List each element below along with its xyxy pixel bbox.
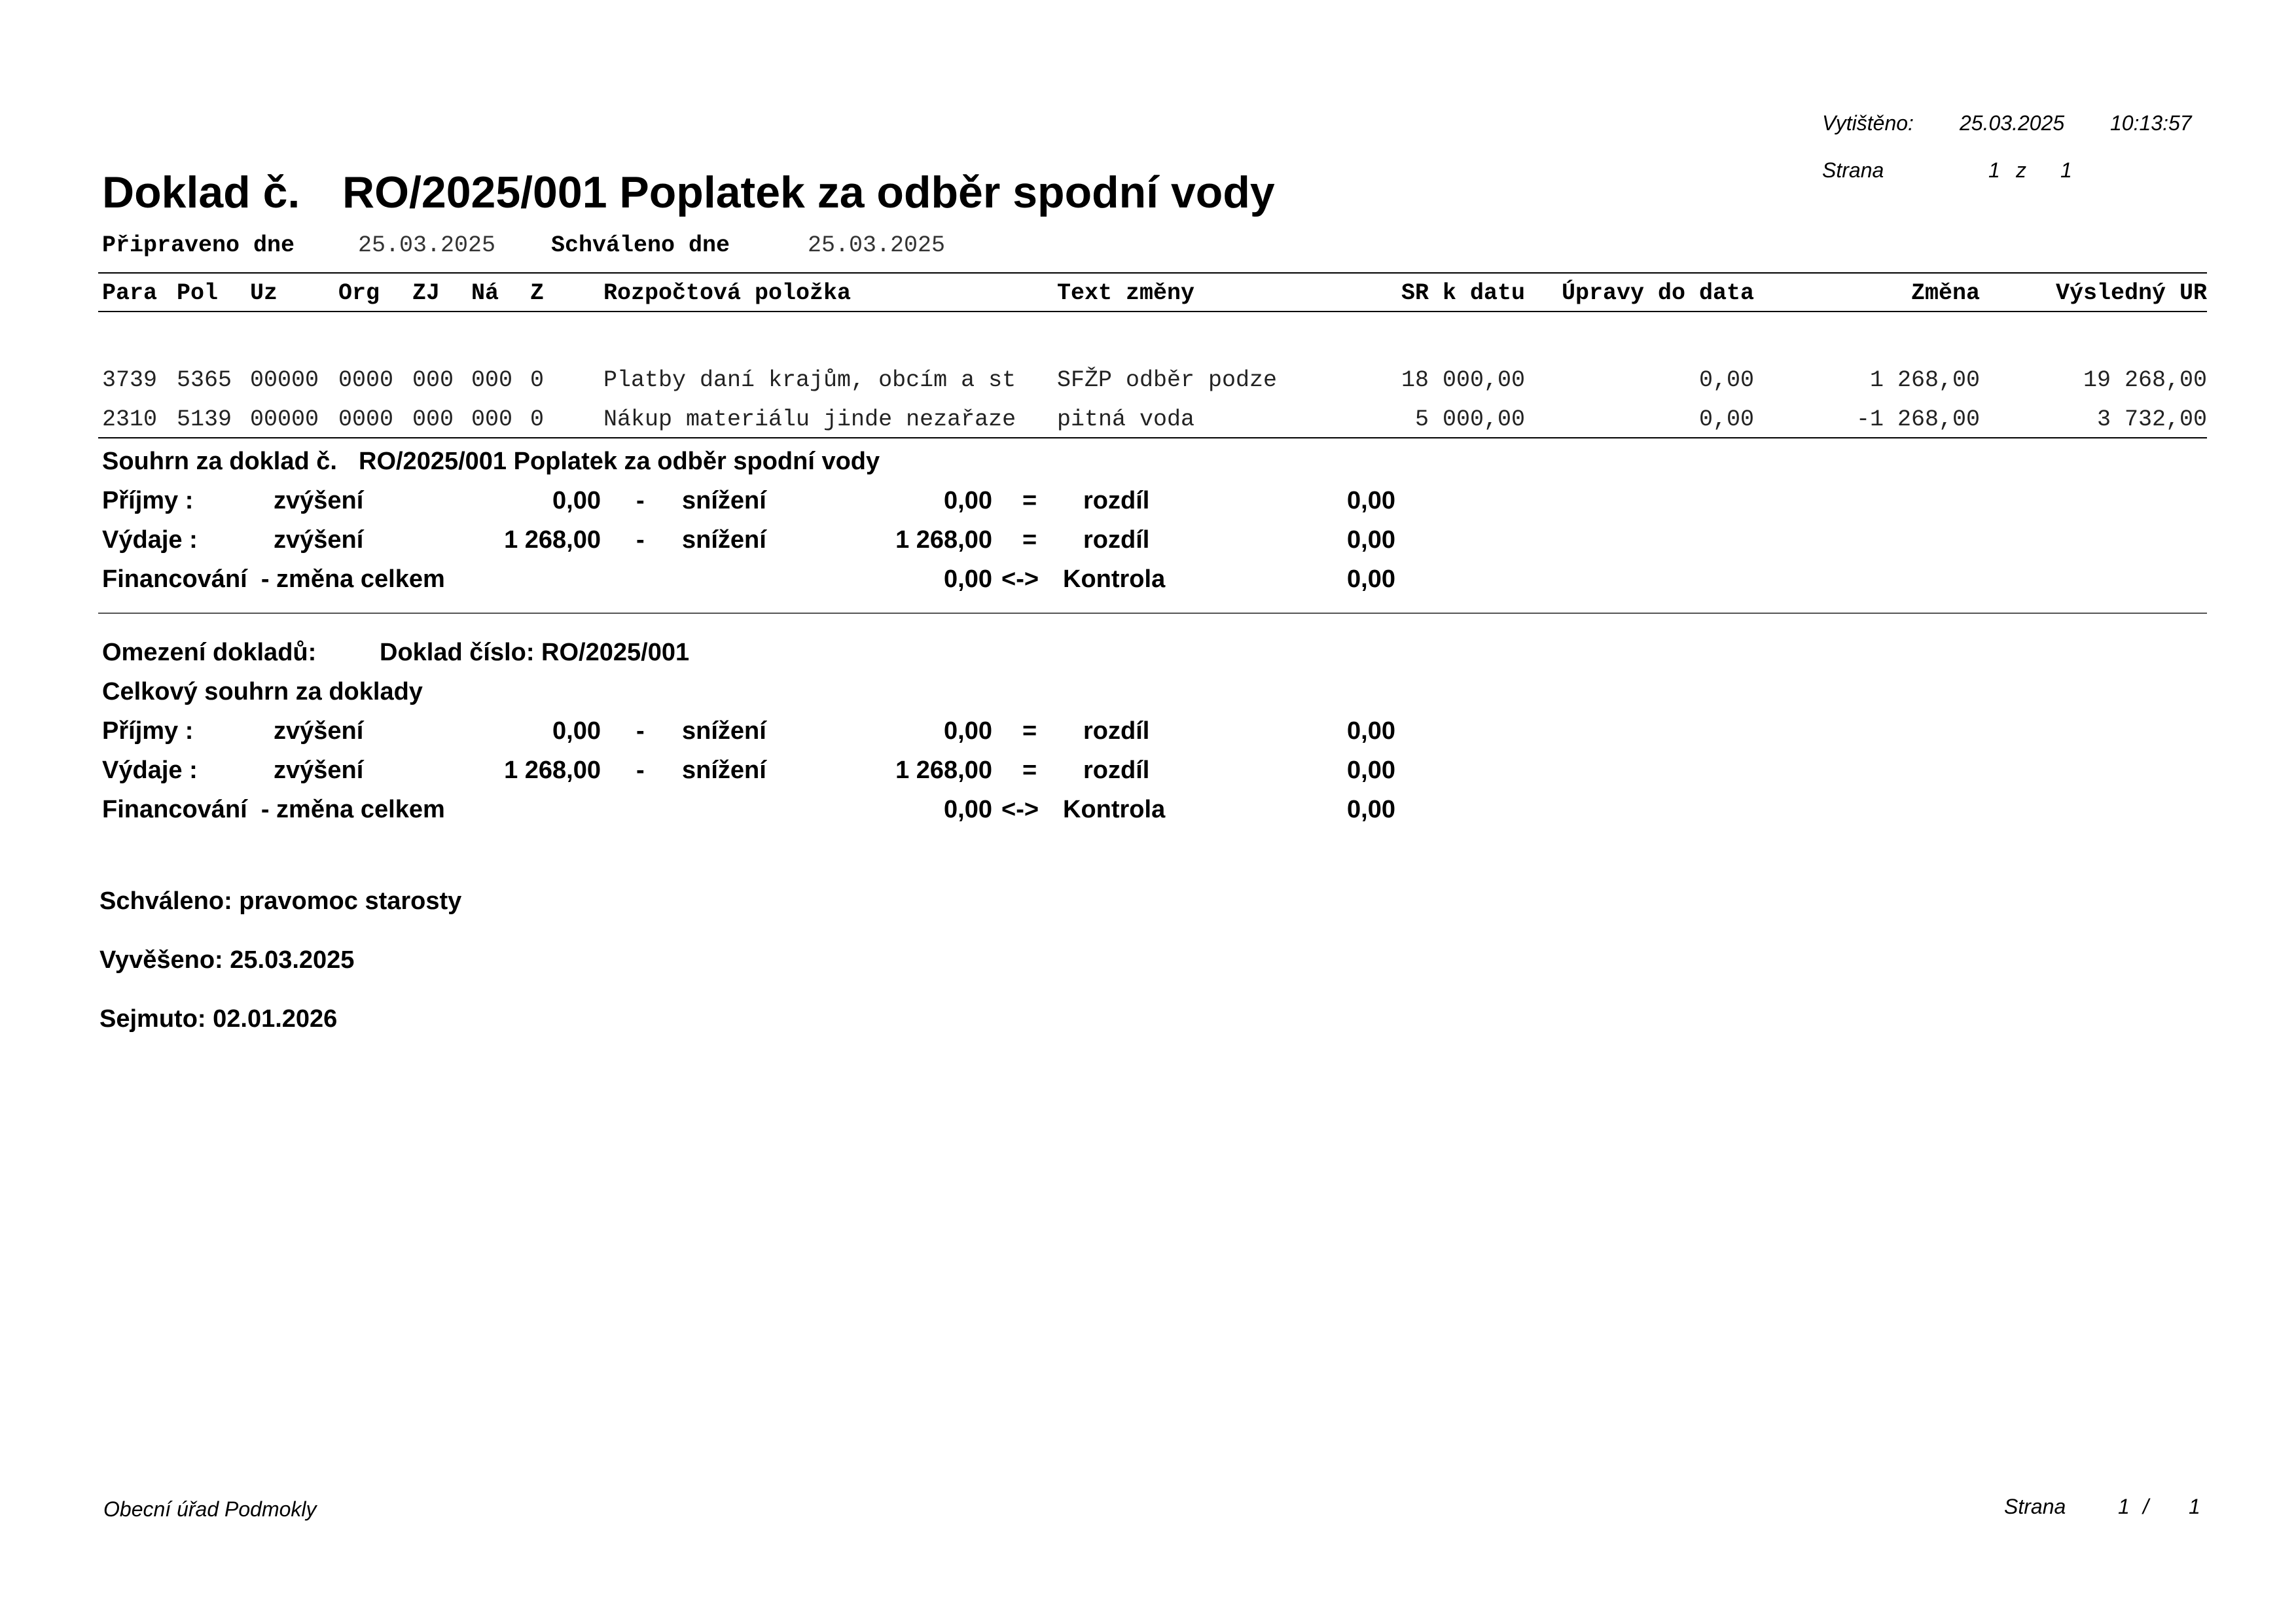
total-prijmy-diff-label: rozdíl [1083, 717, 1150, 745]
summary-prijmy-minus: - [636, 487, 645, 514]
cell-na: 000 [471, 367, 513, 393]
page-label: Strana [1822, 158, 1884, 182]
cell-uz: 00000 [250, 406, 319, 433]
cell-upravy-do-data: 0,00 [1698, 406, 1754, 433]
cell-zmena: 1 268,00 [1869, 367, 1980, 393]
summary-heading-prefix: Souhrn za doklad č. [102, 448, 337, 475]
cell-para: 2310 [102, 406, 158, 433]
table-top-rule [98, 272, 2207, 274]
col-zj: ZJ [412, 280, 440, 306]
summary-prijmy-dec: 0,00 [944, 487, 992, 514]
printed-date: 25.03.2025 [1960, 111, 2065, 135]
restriction-label: Omezení dokladů: [102, 639, 317, 666]
prepared-date: 25.03.2025 [358, 232, 496, 259]
total-vydaje-label: Výdaje : [102, 757, 198, 784]
total-financovani-arrow: <-> [1001, 796, 1039, 823]
cell-na: 000 [471, 406, 513, 433]
summary-rule [98, 613, 2207, 614]
cell-text-zmeny: pitná voda [1057, 406, 1195, 433]
footer-office: Obecní úřad Podmokly [103, 1497, 317, 1521]
summary-vydaje-minus: - [636, 526, 645, 554]
cell-pol: 5365 [177, 367, 232, 393]
col-uz: Uz [250, 280, 278, 306]
total-vydaje-minus: - [636, 757, 645, 784]
table-header-rule [98, 311, 2207, 312]
summary-vydaje-label: Výdaje : [102, 526, 198, 554]
cell-uz: 00000 [250, 367, 319, 393]
summary-prijmy-eq: = [1022, 487, 1037, 514]
summary-kontrola-label: Kontrola [1063, 565, 1166, 593]
summary-prijmy-inc: 0,00 [552, 487, 601, 514]
page-current: 1 [1988, 158, 2000, 182]
footer-page-sep: / [2143, 1495, 2149, 1518]
cell-rozpoctova-polozka: Platby daní krajům, obcím a st [603, 367, 1016, 393]
summary-vydaje-inc-label: zvýšení [274, 526, 364, 554]
summary-prijmy-inc-label: zvýšení [274, 487, 364, 514]
total-prijmy-inc: 0,00 [552, 717, 601, 745]
col-upravy-do-data: Úpravy do data [1561, 280, 1754, 306]
summary-vydaje-dec: 1 268,00 [895, 526, 992, 554]
cell-z: 0 [530, 406, 545, 433]
cell-zmena: -1 268,00 [1856, 406, 1980, 433]
cell-org: 0000 [338, 367, 394, 393]
total-prijmy-eq: = [1022, 717, 1037, 745]
total-summary-heading: Celkový souhrn za doklady [102, 678, 423, 705]
note-approved: Schváleno: pravomoc starosty [99, 887, 462, 915]
total-prijmy-dec-label: snížení [682, 717, 766, 745]
restriction-text: Doklad číslo: RO/2025/001 [380, 639, 690, 666]
col-na: Ná [471, 280, 499, 306]
total-kontrola-value: 0,00 [1347, 796, 1395, 823]
printed-time: 10:13:57 [2110, 111, 2192, 135]
cell-zj: 000 [412, 406, 454, 433]
col-sr-k-datu: SR k datu [1401, 280, 1525, 306]
cell-sr-k-datu: 5 000,00 [1414, 406, 1525, 433]
col-z: Z [530, 280, 545, 306]
footer-page-current: 1 [2118, 1495, 2130, 1518]
total-vydaje-inc: 1 268,00 [504, 757, 601, 784]
summary-heading-text: RO/2025/001 Poplatek za odběr spodní vody [359, 448, 880, 475]
col-vysledny-ur: Výsledný UR [2055, 280, 2207, 306]
total-prijmy-minus: - [636, 717, 645, 745]
summary-prijmy-dec-label: snížení [682, 487, 766, 514]
total-prijmy-inc-label: zvýšení [274, 717, 364, 745]
total-vydaje-diff: 0,00 [1347, 757, 1395, 784]
doc-title: RO/2025/001 Poplatek za odběr spodní vody [342, 168, 1275, 217]
summary-financovani-label: Financování - změna celkem [102, 565, 445, 593]
summary-prijmy-diff-label: rozdíl [1083, 487, 1150, 514]
cell-pol: 5139 [177, 406, 232, 433]
total-vydaje-diff-label: rozdíl [1083, 757, 1150, 784]
col-text-zmeny: Text změny [1057, 280, 1195, 306]
cell-vysledny-ur: 3 732,00 [2096, 406, 2207, 433]
total-vydaje-eq: = [1022, 757, 1037, 784]
printed-label: Vytištěno: [1822, 111, 1914, 135]
cell-org: 0000 [338, 406, 394, 433]
page-total: 1 [2060, 158, 2072, 182]
summary-vydaje-diff: 0,00 [1347, 526, 1395, 554]
total-prijmy-dec: 0,00 [944, 717, 992, 745]
footer-page-total: 1 [2189, 1495, 2200, 1518]
total-vydaje-dec: 1 268,00 [895, 757, 992, 784]
approved-label: Schváleno dne [551, 232, 730, 259]
cell-vysledny-ur: 19 268,00 [2083, 367, 2207, 393]
summary-prijmy-diff: 0,00 [1347, 487, 1395, 514]
summary-prijmy-label: Příjmy : [102, 487, 194, 514]
cell-rozpoctova-polozka: Nákup materiálu jinde nezařaze [603, 406, 1016, 433]
total-financovani-value: 0,00 [944, 796, 992, 823]
summary-financovani-value: 0,00 [944, 565, 992, 593]
prepared-label: Připraveno dne [102, 232, 295, 259]
note-posted: Vyvěšeno: 25.03.2025 [99, 946, 355, 974]
cell-text-zmeny: SFŽP odběr podze [1057, 367, 1278, 393]
summary-vydaje-dec-label: snížení [682, 526, 766, 554]
total-prijmy-diff: 0,00 [1347, 717, 1395, 745]
cell-sr-k-datu: 18 000,00 [1401, 367, 1525, 393]
note-removed: Sejmuto: 02.01.2026 [99, 1005, 338, 1033]
summary-vydaje-diff-label: rozdíl [1083, 526, 1150, 554]
total-financovani-label: Financování - změna celkem [102, 796, 445, 823]
cell-zj: 000 [412, 367, 454, 393]
summary-kontrola-value: 0,00 [1347, 565, 1395, 593]
total-prijmy-label: Příjmy : [102, 717, 194, 745]
col-para: Para [102, 280, 158, 306]
cell-para: 3739 [102, 367, 158, 393]
summary-financovani-arrow: <-> [1001, 565, 1039, 593]
summary-vydaje-eq: = [1022, 526, 1037, 554]
col-zmena: Změna [1910, 280, 1980, 306]
total-kontrola-label: Kontrola [1063, 796, 1166, 823]
page-of: z [2016, 158, 2026, 182]
approved-date: 25.03.2025 [808, 232, 946, 259]
doc-title-prefix: Doklad č. [102, 168, 300, 217]
col-pol: Pol [177, 280, 219, 306]
total-vydaje-dec-label: snížení [682, 757, 766, 784]
cell-upravy-do-data: 0,00 [1698, 367, 1754, 393]
cell-z: 0 [530, 367, 545, 393]
col-org: Org [338, 280, 380, 306]
summary-vydaje-inc: 1 268,00 [504, 526, 601, 554]
footer-page-label: Strana [2004, 1495, 2066, 1518]
table-bottom-rule [98, 437, 2207, 438]
total-vydaje-inc-label: zvýšení [274, 757, 364, 784]
col-rozpoctova-polozka: Rozpočtová položka [603, 280, 852, 306]
